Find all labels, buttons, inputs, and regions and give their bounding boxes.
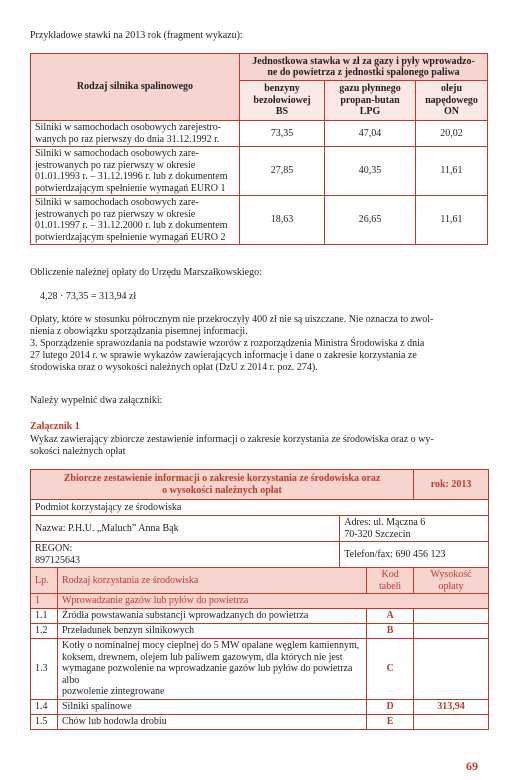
rate-cell-lpg: 47,04 [325,121,416,147]
table-row [31,147,488,196]
rate-cell-on: 11,61 [416,147,488,196]
regulation-paragraph: 3. Sporządzenie sprawozdania na podstawie wzorów z rozporządzenia Ministra Środowiska z dnia 27 lutego 2014 r. w sprawie wykazów zawierających informacje i dane o zakresie korzystania ze środowiska oraz o wysokości należnych opłat (DzU z 2014 r. poz. 274). [30,338,425,373]
form-title: Zbiorcze zestawienie informacji o zakresie korzystania ze środowiska oraz o wysokości należnych opłat [31,470,414,500]
rate-cell-bs: 73,35 [240,121,325,147]
table-row [31,196,488,245]
table-row [31,699,489,714]
calc-intro: Obliczenie należnej opłaty do Urzędu Marszałkowskiego: [30,267,262,278]
table-row [31,609,489,624]
item-type: Kotły o nominalnej mocy cieplnej do 5 MW opalane węglem kamiennym, koksem, drewnem, olejem lub paliwem gazowym, dla których nie jest wymagane pozwolenie na wprowadzanie gazów lub pyłów do powietrza albo pozwolenie zintegrowane [57,639,366,700]
rate-cell-bs: 18,63 [240,196,325,245]
item-fee [414,714,489,729]
engine-cell: Silniki w samochodach osobowych zarejestro- wanych po raz pierwszy do dnia 31.12.1992 r. [31,121,240,147]
col-type: Rodzaj korzystania ze środowiska [57,568,366,594]
item-type: Chów lub hodowla drobiu [57,714,366,729]
rate-cell-lpg: 40,35 [325,147,416,196]
rate-group-header: Jednostkowa stawka w zł za gazy i pyły wprowadzo- ne do powietrza z jednostki spalonego paliwa [240,54,488,81]
item-lp: 1.5 [31,714,58,729]
engine-column-header: Rodzaj silnika spalinowego [31,54,240,121]
table-row [31,624,489,639]
note-paragraph: Opłaty, które w stosunku półrocznym nie przekroczyły 400 zł nie są uiszczane. Nie oznacza to zwol- nienia z obowiązku sporządzania pisemnej informacji. [30,314,434,337]
item-fee [414,639,489,700]
item-code: A [367,609,414,624]
table-row [31,121,488,147]
form-year: rok: 2013 [414,470,489,500]
item-type: Przeładunek benzyn silnikowych [57,624,366,639]
attachment-description: Wykaz zawierający zbiorcze zestawienie informacji o zakresie korzystania ze środowiska oraz o wy- sokości należnych opłat [30,434,434,457]
fuel-header-lpg: gazu płynnego propan-butan LPG [325,81,416,121]
fill-note: Należy wypełnić dwa załączniki: [30,395,163,406]
item-lp: 1.3 [31,639,58,700]
rates-table [30,53,488,245]
table-row [31,639,489,700]
entity-address: Adres: ul. Mączna 6 70-320 Szczecin [340,516,489,542]
item-lp: 1.2 [31,624,58,639]
rate-cell-lpg: 26,65 [325,196,416,245]
fuel-header-bs: benzyny bezołowiowej BS [240,81,325,121]
item-code: B [367,624,414,639]
rate-cell-bs: 27,85 [240,147,325,196]
page-number: 69 [466,759,478,773]
intro-text: Przykładowe stawki na 2013 rok (fragment wykazu): [30,30,243,41]
item-lp: 1.4 [31,699,58,714]
entity-regon: REGON: 897125643 [31,542,340,568]
rate-cell-on: 20,02 [416,121,488,147]
engine-cell: Silniki w samochodach osobowych zare- jestrowanych po raz pierwszy w okresie 01.01.1993 r. – 31.12.1996 r. lub z dokumentem potwierdzającym spełnienie wymagań EURO 1 [31,147,240,196]
entity-label: Podmiot korzystający ze środowiska [31,500,489,516]
table-row [31,714,489,729]
item-code: D [367,699,414,714]
item-fee [414,609,489,624]
col-fee: Wysokość opłaty [414,568,489,594]
rate-cell-on: 11,61 [416,196,488,245]
calc-formula: 4,28 · 73,35 = 313,94 zł [40,291,137,302]
attachment-heading: Załącznik 1 [30,421,80,432]
section-title: Wprowadzanie gazów lub pyłów do powietrza [57,594,488,609]
fuel-header-on: oleju napędowego ON [416,81,488,121]
item-fee [414,624,489,639]
col-code: Kod tabeli [367,568,414,594]
attachment-form-table [30,469,489,730]
item-type: Silniki spalinowe [57,699,366,714]
item-fee: 313,94 [414,699,489,714]
item-code: C [367,639,414,700]
item-code: E [367,714,414,729]
item-lp: 1.1 [31,609,58,624]
entity-name: Nazwa: P.H.U. „Maluch” Anna Bąk [31,516,340,542]
section-number: 1 [31,594,58,609]
col-lp: Lp. [31,568,58,594]
engine-cell: Silniki w samochodach osobowych zare- jestrowanych po raz pierwszy w okresie 01.01.1997 r. – 31.12.2000 r. lub z dokumentem potwierdzającym spełnienie wymagań EURO 2 [31,196,240,245]
item-type: Źródła powstawania substancji wprowadzanych do powietrza [57,609,366,624]
entity-phone: Telefon/fax: 690 456 123 [340,542,489,568]
